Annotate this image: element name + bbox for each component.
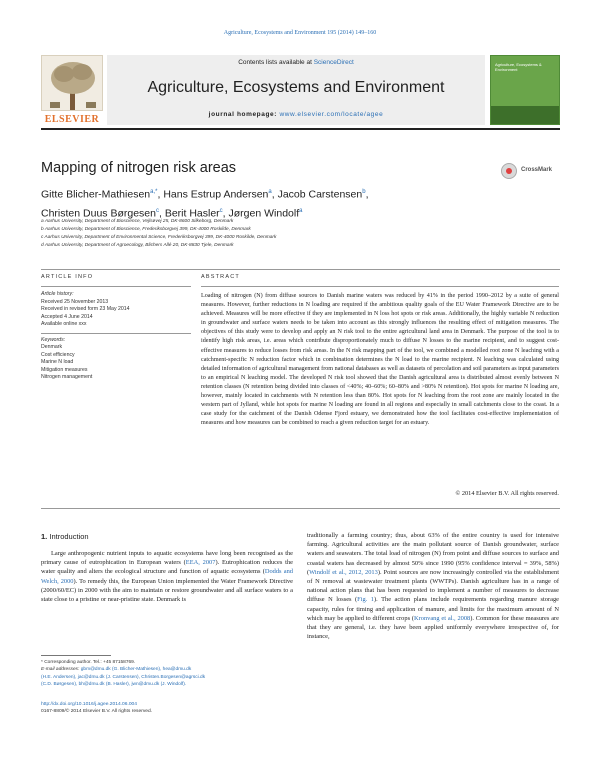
section-heading-introduction: 1. Introduction (41, 532, 89, 541)
publisher-name: ELSEVIER (44, 114, 100, 125)
cover-title: Agriculture, Ecosystems & Environment (495, 62, 542, 73)
keyword-item: Cost efficiency (41, 351, 75, 358)
authors-line-2: Christen Duus Børgesen$^c$, Berit Hasler$^c$, Jørgen Windolf$^a$ (41, 207, 303, 219)
homepage-link[interactable]: www.elsevier.com/locate/agee (279, 111, 384, 118)
header-rule (41, 128, 560, 130)
keyword-item: Nitrogen management (41, 374, 93, 380)
authors-line-1: Gitte Blicher-Mathiesen$^{a,*}$, Hans Estrup Andersen$^a$, Jacob Carstensen$^b$, (41, 188, 369, 201)
article-info (41, 291, 191, 382)
footnote-rule (41, 655, 111, 656)
footnotes (41, 659, 293, 688)
abstract-text: Loading of nitrogen (N) from diffuse sources to Danish marine waters was reduced by 41% in the period 1990–2012 by a suite of general measures. However, further reductions in N loading are required if the ambitious quality goals of the EU Water Framework Directive are to be achieved. Measures will be more effective if they are implemented in N loss hot spots or risk areas. Additionally, the highly variable N reduction in groundwater and surface waters needs to be taken into account as this strongly influences the resulting effect of mitigation measures. The objectives of this study were to develop and apply an N risk tool to the entire agricultural land area in Denmark. The purpose of the tool is to identify high risk areas, i.e. areas which contribute disproportionately much to diffuse N losses to the marine recipient, and to suggest cost-effective measures to reduce losses from risk areas. In the N risk mapping part of the tool, we combined a modelled root zone N leaching with a catchment-specific N reduction factor which in combination determines the N load to the marine recipient. N leaching was calculated using detailed information of agricultural management from national databases as well as datasets of percolation and soil parameters as input parameters to an empirical N leaching model. The developed N risk tool showed that the Danish agricultural area is distributed almost evenly between N retention classes (N retention being divided into classes of <40%; 40–60%; 60–80% and >80% N retention). Hot spots for marine N loading are, however, mainly located in catchments with N retention less than 80%. Hot spots for N leaching from the root zone are mainly located in the western part of Jylland, while hot spots for marine N loading are found in all regions and especially in small catchments close to the coast. In a case study for the catchment of the Danish Odense Fjord estuary, we demonstrated how the tool facilitates cost-effective implementation of measures and how measures can be combined to reach a given reduction target for an estuary. (201, 293, 559, 427)
abstract-bottom-rule (41, 508, 560, 509)
history-title: Article history: (41, 291, 74, 297)
article-info-label: ARTICLE INFO (41, 274, 94, 280)
doi-link[interactable]: http://dx.doi.org/10.1016/j.agee.2014.06.004 (41, 702, 137, 707)
article-title: Mapping of nitrogen risk areas (41, 160, 237, 176)
affiliation-item: d Aarhus University, Department of Agroecology, Blichers Allé 20, DK-8830 Tjele, Denmark (41, 243, 234, 248)
ref-link[interactable]: Kronvang et al., 2008 (414, 614, 471, 622)
article-identifiers (41, 701, 293, 716)
abstract-label: ABSTRACT (201, 274, 240, 280)
corresponding-author: * Corresponding author. Tel.: +45 87158769. (41, 660, 136, 665)
journal-header (41, 55, 560, 126)
elsevier-logo (41, 55, 103, 125)
header-center (107, 55, 485, 125)
section-rule (41, 269, 560, 270)
email-links[interactable]: gbm@dmu.dk (G. Blicher-Mathiesen), hea@dmu.dk (80, 667, 192, 673)
homepage-line: journal homepage: www.elsevier.com/locate/agee (208, 111, 384, 118)
email-links[interactable]: (C.D. Børgesen), bh@dmu.dk (B. Hasler), jwn@dmu.dk (J. Windolf). (41, 681, 187, 687)
keywords-rule (41, 333, 191, 334)
affiliation-item: c Aarhus University, Department of Environmental Science, Frederiksborgvej 399, DK-4000 Roskilde, Denmark (41, 235, 277, 240)
cover-band (491, 106, 559, 124)
issn-line: 0167-8809/© 2014 Elsevier B.V. All rights reserved. (41, 709, 153, 715)
affiliations (41, 218, 541, 250)
affiliation-item: b Aarhus University, Department of Bioscience, Frederiksborgvej 399, DK-4000 Roskilde, Denmark (41, 227, 251, 232)
author-list (41, 184, 481, 221)
history-item: Received in revised form 23 May 2014 (41, 306, 130, 312)
crossmark-icon (501, 163, 517, 179)
crossmark-label: CrossMark (521, 167, 553, 173)
elsevier-tree-icon (41, 55, 103, 111)
keyword-item: Mitigation measures (41, 366, 88, 373)
journal-title: Agriculture, Ecosystems and Environment (147, 79, 445, 96)
journal-citation-line (0, 30, 600, 36)
history-item: Received 25 November 2013 (41, 298, 109, 305)
contents-line: Contents lists available at ScienceDirect (238, 59, 354, 66)
intro-right-column: traditionally a farming country; thus, about 63% of the entire country is used for intensive farming. Agricultural activities are the main pollutant source of Danish groundwater, surface waters and seawaters. The total load of nitrogen (N) from point and diffuse sources to surface and coastal waters has decreased by almost 50% since 1990 (95% confidence interval = 39%, 58%) (Windolf et al., 2012, 2013). Point sources are now increasingly controlled via the establishment of N removal at wastewater treatment plants (WWTPs). Danish agriculture has in a range of national action plans that has been requested to implement a number of measures to decrease diffuse N losses (Fig. 1). The action plans include requirements regarding manure storage capacity, rules for timing and application of manure, and limits for the maximum amount of N which may be applied to different crops (Kronvang et al., 2008). Common for these measures are that they are general, i.e. they have been applied uniformly everywhere irrespective of, for instance, (307, 532, 559, 641)
journal-cover (490, 55, 560, 125)
affiliation-item: a Aarhus University, Department of Bioscience, Vejlsøvej 25, DK-8600 Silkeborg, Denmark (41, 219, 234, 224)
ref-link[interactable]: EEA, 2007 (185, 559, 216, 567)
keyword-item: Denmark (41, 344, 63, 350)
keywords-title: Keywords: (41, 336, 66, 343)
citation-link[interactable]: Agriculture, Ecosystems and Environment 195 (2014) 149–160 (223, 30, 377, 36)
ref-link[interactable]: Windolf et al., 2012, 2013 (309, 568, 378, 576)
abstract-copyright: © 2014 Elsevier B.V. All rights reserved. (455, 490, 559, 497)
abstract-rule (201, 286, 559, 287)
article-info-rule (41, 286, 191, 287)
history-item: Available online xxx (41, 321, 87, 327)
figure-link[interactable]: Fig. 1 (357, 596, 374, 604)
email-line: E-mail addresses: gbm@dmu.dk (G. Blicher-Mathiesen), hea@dmu.dk (41, 667, 192, 673)
email-links[interactable]: (H.E. Andersen), jac@dmu.dk (J. Carstensen), Christen.Borgesen@agrsci.dk (41, 674, 206, 680)
sciencedirect-link[interactable]: ScienceDirect (313, 59, 354, 66)
crossmark-button[interactable] (501, 163, 563, 181)
keyword-item: Marine N load (41, 359, 74, 365)
ref-link[interactable]: Dodds and Welch, 2000 (41, 568, 293, 585)
intro-left-column: Large anthropogenic nutrient inputs to aquatic ecosystems have long been recognised as the primary cause of eutrophication in European waters (EEA, 2007). Eutrophication reduces the water quality and alters the ecological structure and function of aquatic ecosystems (Dodds and Welch, 2000). To remedy this, the European Union implemented the Water Framework Directive (2000/60/EC) in 2000 with the aim to maintain or restore groundwater and all surface waters to a state close to a pristine or near-pristine state. Denmark is (41, 550, 293, 604)
history-item: Accepted 4 June 2014 (41, 313, 93, 320)
